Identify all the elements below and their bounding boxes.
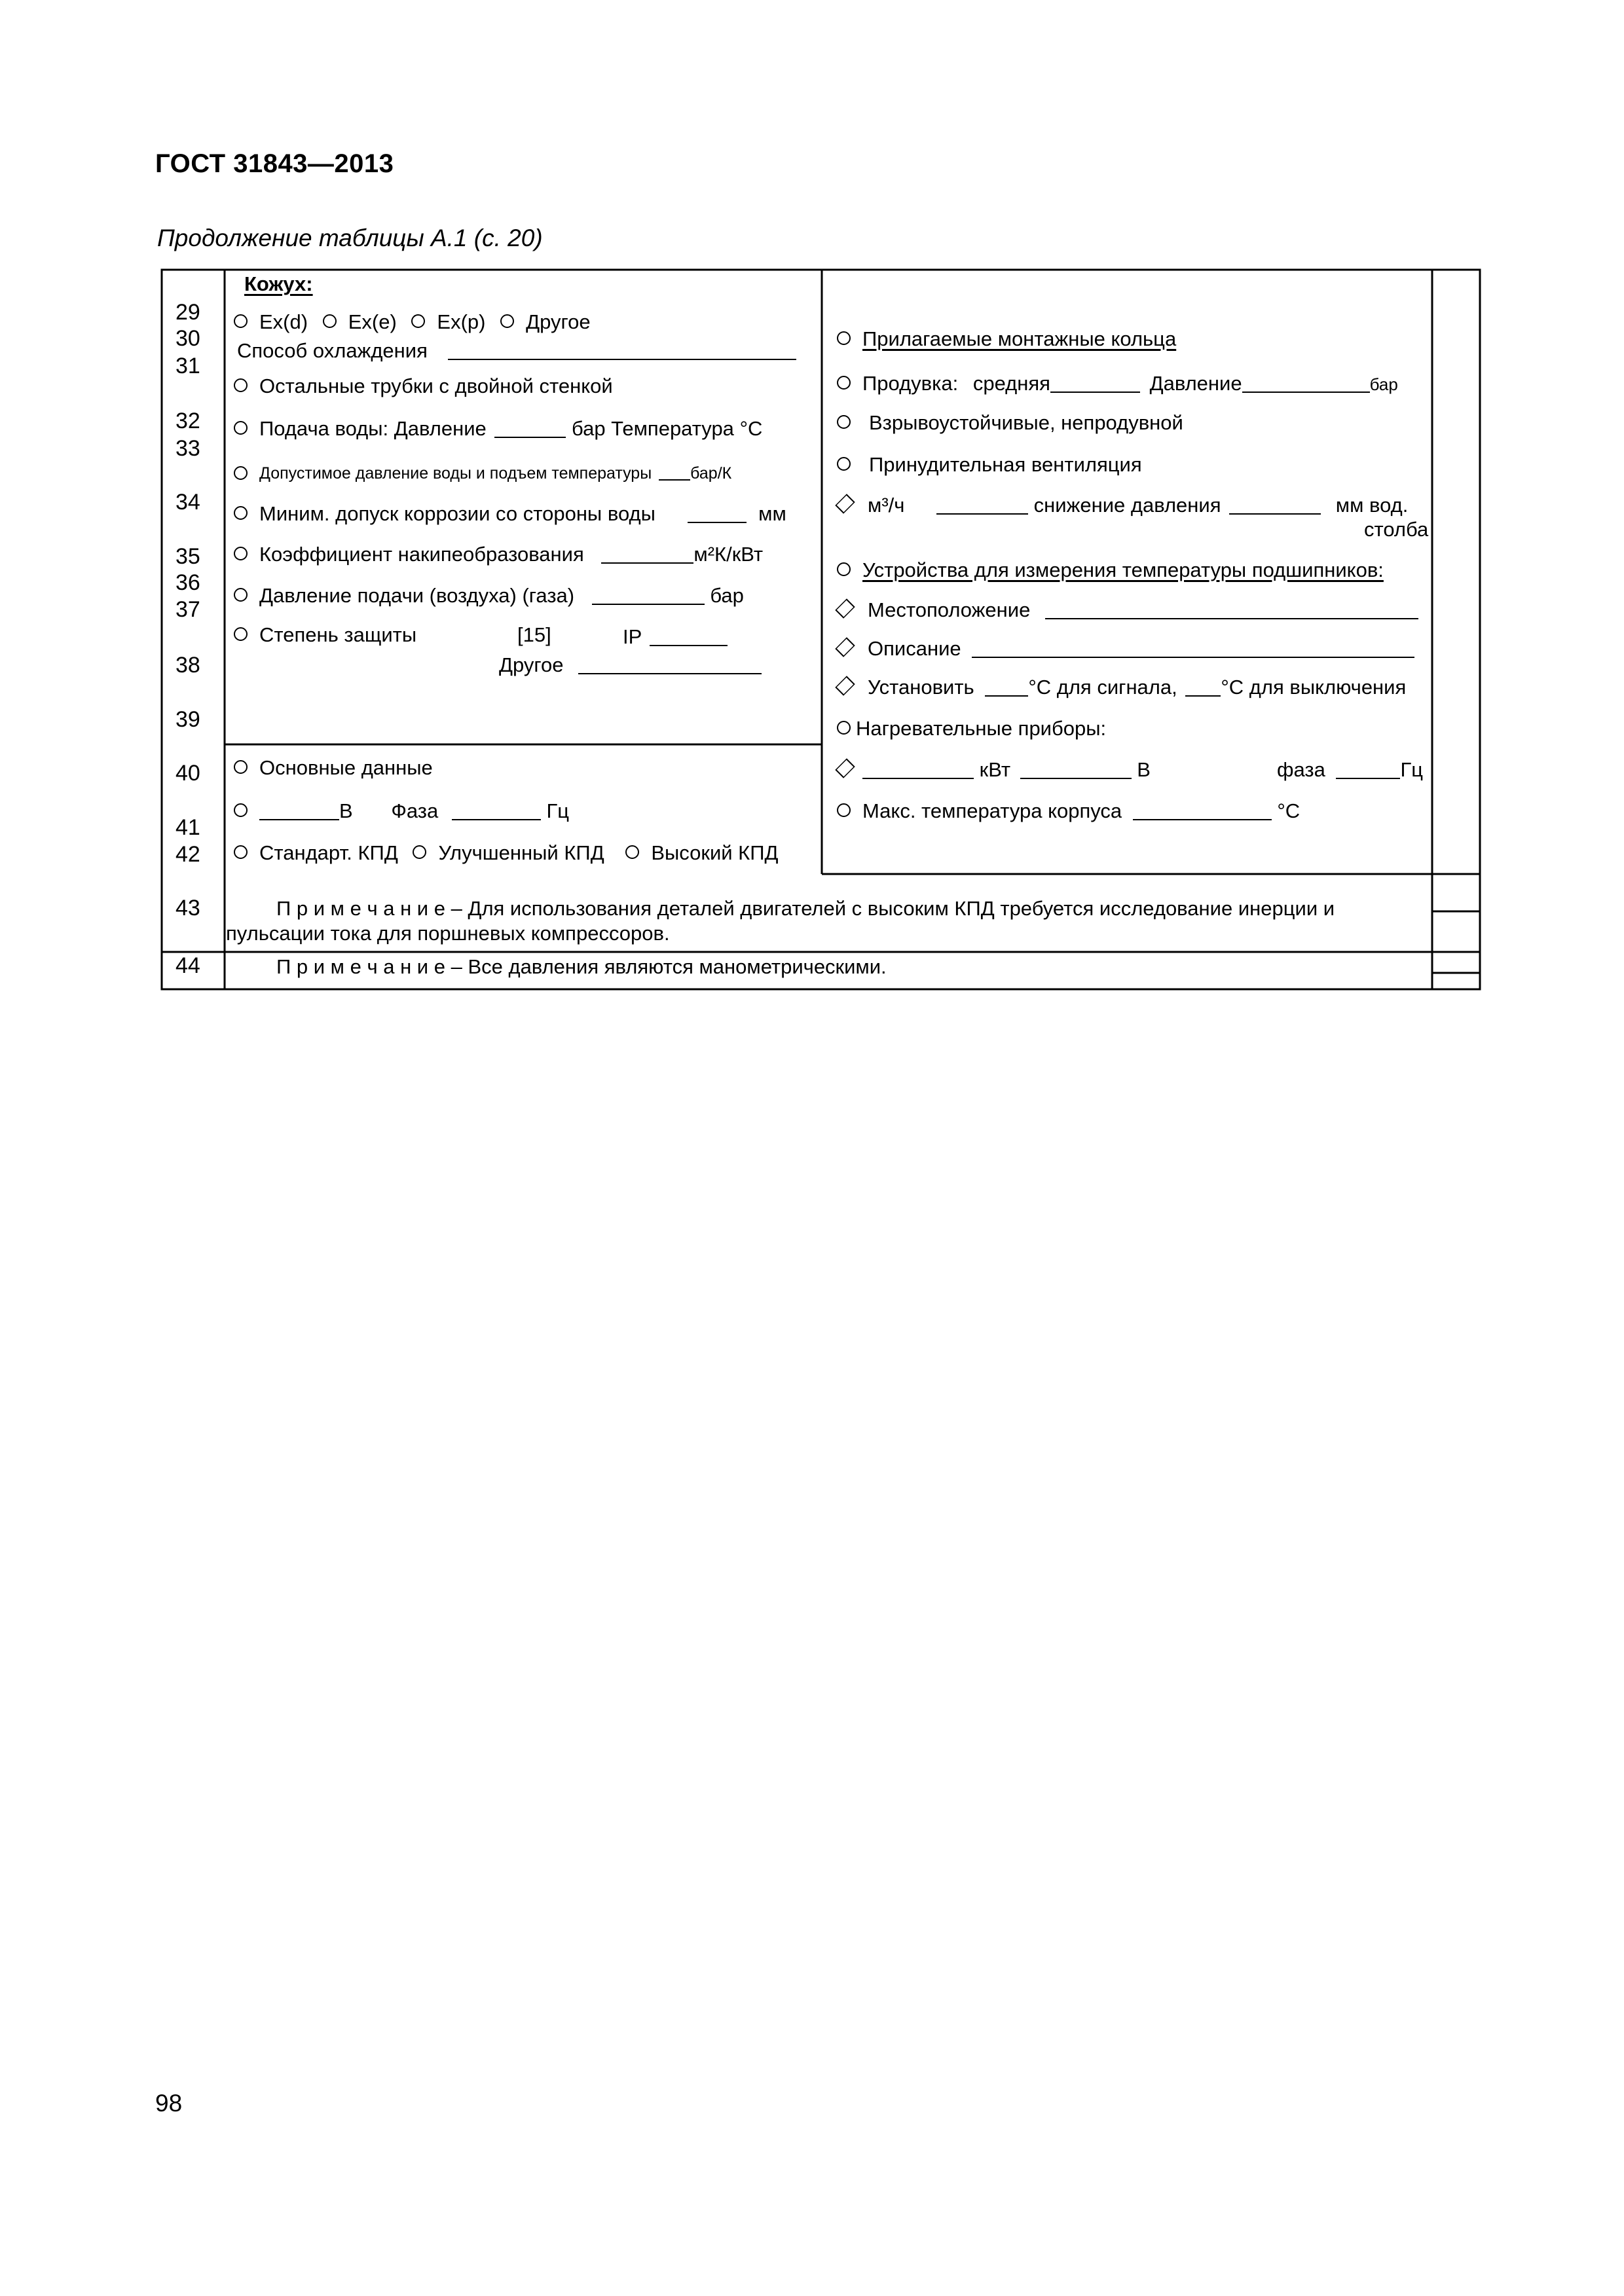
heaters-option	[837, 718, 1106, 738]
cooling-method-blank[interactable]	[448, 338, 796, 360]
airflow-field	[834, 493, 1408, 515]
purge-pressure-blank[interactable]	[1242, 371, 1370, 393]
diamond-icon	[835, 494, 855, 513]
row-number: 34	[175, 490, 200, 515]
other-blank[interactable]	[578, 653, 762, 674]
table-caption: Продолжение таблицы А.1 (с. 20)	[157, 225, 543, 251]
protection-degree-field	[234, 625, 416, 645]
radio-circle-icon[interactable]	[234, 588, 248, 602]
note-43-line2: пульсации тока для поршневых компрессоров.	[226, 922, 670, 945]
radio-circle-icon[interactable]	[837, 415, 851, 429]
cooling-method-label: Способ охлаждения	[237, 339, 428, 362]
ip-field	[623, 625, 728, 647]
forced-vent-label: Принудительная вентиляция	[869, 453, 1142, 476]
other-label: Другое	[499, 653, 564, 676]
hz-unit: Гц	[546, 799, 570, 822]
kw-unit: кВт	[979, 758, 1011, 781]
std-eff-label: Стандарт. КПД	[259, 841, 398, 864]
row-number: 41	[175, 815, 200, 840]
radio-circle-icon[interactable]	[837, 376, 851, 390]
casing-type-options	[234, 312, 591, 332]
feed-pressure-label: Давление подачи (воздуха) (газа)	[259, 584, 575, 607]
other-protection-field	[499, 653, 762, 675]
bar-temperature-label: бар Температура	[572, 417, 734, 440]
medium-label: средняя	[972, 372, 1050, 395]
diamond-icon	[835, 676, 855, 695]
medium-blank[interactable]	[1050, 371, 1140, 393]
radio-circle-icon[interactable]	[234, 506, 248, 520]
m2k-kw-unit: м²К/кВт	[693, 543, 764, 566]
radio-circle-icon[interactable]	[234, 421, 248, 435]
description-blank[interactable]	[972, 636, 1414, 658]
bar-unit: бар	[710, 584, 744, 607]
radio-circle-icon[interactable]	[837, 331, 851, 345]
improved-eff-label: Улучшенный КПД	[438, 841, 604, 864]
row-number: 29	[175, 300, 200, 325]
min-corrosion-field	[234, 501, 786, 524]
water-pressure-blank[interactable]	[494, 416, 566, 438]
voltage-blank[interactable]	[259, 799, 339, 820]
set-temperature-field	[834, 675, 1406, 697]
allowed-water-blank[interactable]	[659, 463, 690, 481]
allowed-water-pressure-field	[234, 463, 731, 482]
note-text: – Все давления являются манометрическими.	[445, 955, 887, 978]
max-housing-temp-field	[837, 799, 1300, 821]
airflow-blank[interactable]	[936, 493, 1028, 515]
row-number: 43	[175, 896, 200, 920]
casing-title: Кожух:	[244, 272, 313, 295]
radio-circle-icon[interactable]	[234, 547, 248, 560]
row-number: 35	[175, 544, 200, 569]
bar-unit: бар	[1369, 374, 1398, 394]
deg-c-label: °C	[1277, 799, 1301, 822]
option-ex-p: Ex(p)	[437, 310, 486, 333]
fouling-coef-field	[234, 542, 763, 564]
cooling-method-field	[237, 338, 796, 361]
double-wall-tubes-label: Остальные трубки с двойной стенкой	[259, 374, 613, 397]
signal-unit: °С для сигнала,	[1028, 676, 1177, 699]
ref-15: [15]	[517, 623, 551, 646]
pressure-drop-blank[interactable]	[1229, 493, 1321, 515]
radio-circle-icon[interactable]	[234, 314, 248, 328]
bearing-temp-label: Устройства для измерения температуры подшипников:	[862, 558, 1384, 581]
phase-label: Фаза	[391, 799, 439, 822]
hz-unit: Гц	[1400, 758, 1424, 781]
water-supply-field	[234, 416, 762, 439]
volt-unit: В	[339, 799, 353, 822]
row-number: 32	[175, 409, 200, 433]
water-supply-label: Подача воды: Давление	[259, 417, 487, 440]
mm-water-unit: мм вод.	[1335, 494, 1409, 517]
radio-circle-icon[interactable]	[411, 314, 425, 328]
radio-circle-icon[interactable]	[323, 314, 337, 328]
high-eff-label: Высокий КПД	[651, 841, 779, 864]
location-blank[interactable]	[1045, 598, 1418, 619]
radio-circle-icon[interactable]	[234, 760, 248, 774]
min-corrosion-blank[interactable]	[688, 501, 747, 523]
description-field	[834, 636, 1414, 659]
document-header: ГОСТ 31843—2013	[155, 149, 394, 178]
heater-power-blank[interactable]	[862, 757, 974, 779]
mm-unit: мм	[758, 502, 786, 525]
set-label: Установить	[868, 676, 974, 699]
purge-label: Продувка:	[862, 372, 959, 395]
feed-pressure-blank[interactable]	[592, 583, 705, 605]
radio-circle-icon[interactable]	[837, 721, 851, 735]
bearing-temp-option	[837, 560, 1384, 580]
note-44	[276, 957, 887, 977]
double-wall-tubes-option	[234, 376, 613, 396]
row-number: 33	[175, 436, 200, 461]
radio-circle-icon[interactable]	[837, 457, 851, 471]
pressure-drop-label: снижение давления	[1033, 494, 1221, 517]
forced-vent-option	[837, 454, 1142, 475]
explosion-proof-label: Взрывоустойчивые, непродувной	[869, 411, 1183, 434]
bar-k-unit: бар/К	[690, 464, 732, 483]
heater-phase-field	[1277, 757, 1423, 780]
row-number: 42	[175, 842, 200, 867]
note-prefix: П р и м е ч а н и е	[276, 955, 445, 978]
signal-temp-blank[interactable]	[985, 675, 1028, 697]
radio-circle-icon[interactable]	[234, 466, 248, 480]
pressure-label: Давление	[1149, 372, 1242, 395]
efficiency-options	[234, 843, 779, 863]
m3h-unit: м³/ч	[868, 494, 905, 517]
feed-pressure-field	[234, 583, 744, 606]
row-number: 31	[175, 354, 200, 378]
diamond-icon	[835, 758, 855, 778]
heater-power-field	[834, 757, 1151, 780]
mounting-rings-option	[837, 329, 1176, 349]
row-number: 44	[175, 953, 200, 978]
note-prefix: П р и м е ч а н и е	[276, 897, 445, 920]
option-ex-e: Ex(e)	[348, 310, 397, 333]
volt-unit: В	[1137, 758, 1151, 781]
mounting-rings-label: Прилагаемые монтажные кольца	[862, 327, 1177, 350]
location-label: Местоположение	[868, 598, 1031, 621]
page-number: 98	[155, 2090, 183, 2117]
deg-c-label: °C	[739, 417, 763, 440]
radio-circle-icon[interactable]	[413, 845, 426, 859]
radio-circle-icon[interactable]	[837, 562, 851, 576]
purge-field	[837, 371, 1398, 393]
max-housing-temp-blank[interactable]	[1133, 799, 1272, 820]
diamond-icon	[835, 637, 855, 657]
row-number: 37	[175, 597, 200, 622]
radio-circle-icon[interactable]	[500, 314, 514, 328]
radio-circle-icon[interactable]	[234, 803, 248, 817]
ip-blank[interactable]	[650, 625, 728, 646]
fouling-coef-label: Коэффициент накипеобразования	[259, 543, 584, 566]
protection-degree-label: Степень защиты	[259, 623, 417, 646]
heater-voltage-blank[interactable]	[1020, 757, 1132, 779]
option-ex-d: Ex(d)	[259, 310, 308, 333]
basic-data-label: Основные данные	[259, 756, 433, 779]
min-corrosion-label: Миним. допуск коррозии со стороны воды	[259, 502, 655, 525]
ip-label: IP	[623, 625, 642, 648]
fouling-coef-blank[interactable]	[601, 542, 693, 564]
basic-data-option	[234, 757, 433, 778]
row-number: 39	[175, 707, 200, 732]
note-text: – Для использования деталей двигателей с высоким КПД требуется исследование инерции и	[445, 897, 1335, 920]
column-unit: столба	[1364, 518, 1429, 541]
allowed-water-pressure-label: Допустимое давление воды и подъем температуры	[259, 464, 652, 483]
shutdown-temp-blank[interactable]	[1185, 675, 1221, 697]
radio-circle-icon[interactable]	[837, 803, 851, 817]
row-number: 40	[175, 761, 200, 786]
location-field	[834, 598, 1418, 620]
diamond-icon	[835, 598, 855, 618]
shutdown-unit: °С для выключения	[1221, 676, 1407, 699]
row-number: 36	[175, 570, 200, 595]
heaters-label: Нагревательные приборы:	[856, 717, 1107, 740]
phase-label: фаза	[1277, 758, 1325, 781]
description-label: Описание	[868, 637, 961, 660]
row-number: 30	[175, 326, 200, 351]
radio-circle-icon[interactable]	[234, 845, 248, 859]
phase-blank[interactable]	[1336, 757, 1400, 779]
voltage-phase-frequency-field	[234, 799, 569, 821]
row-number: 38	[175, 653, 200, 678]
radio-circle-icon[interactable]	[625, 845, 639, 859]
radio-circle-icon[interactable]	[234, 378, 248, 392]
explosion-proof-option	[837, 412, 1183, 433]
max-housing-temp-label: Макс. температура корпуса	[862, 799, 1122, 822]
phase-blank[interactable]	[452, 799, 541, 820]
option-other: Другое	[526, 310, 591, 333]
radio-circle-icon[interactable]	[234, 627, 248, 641]
note-43-line1	[276, 898, 1335, 919]
